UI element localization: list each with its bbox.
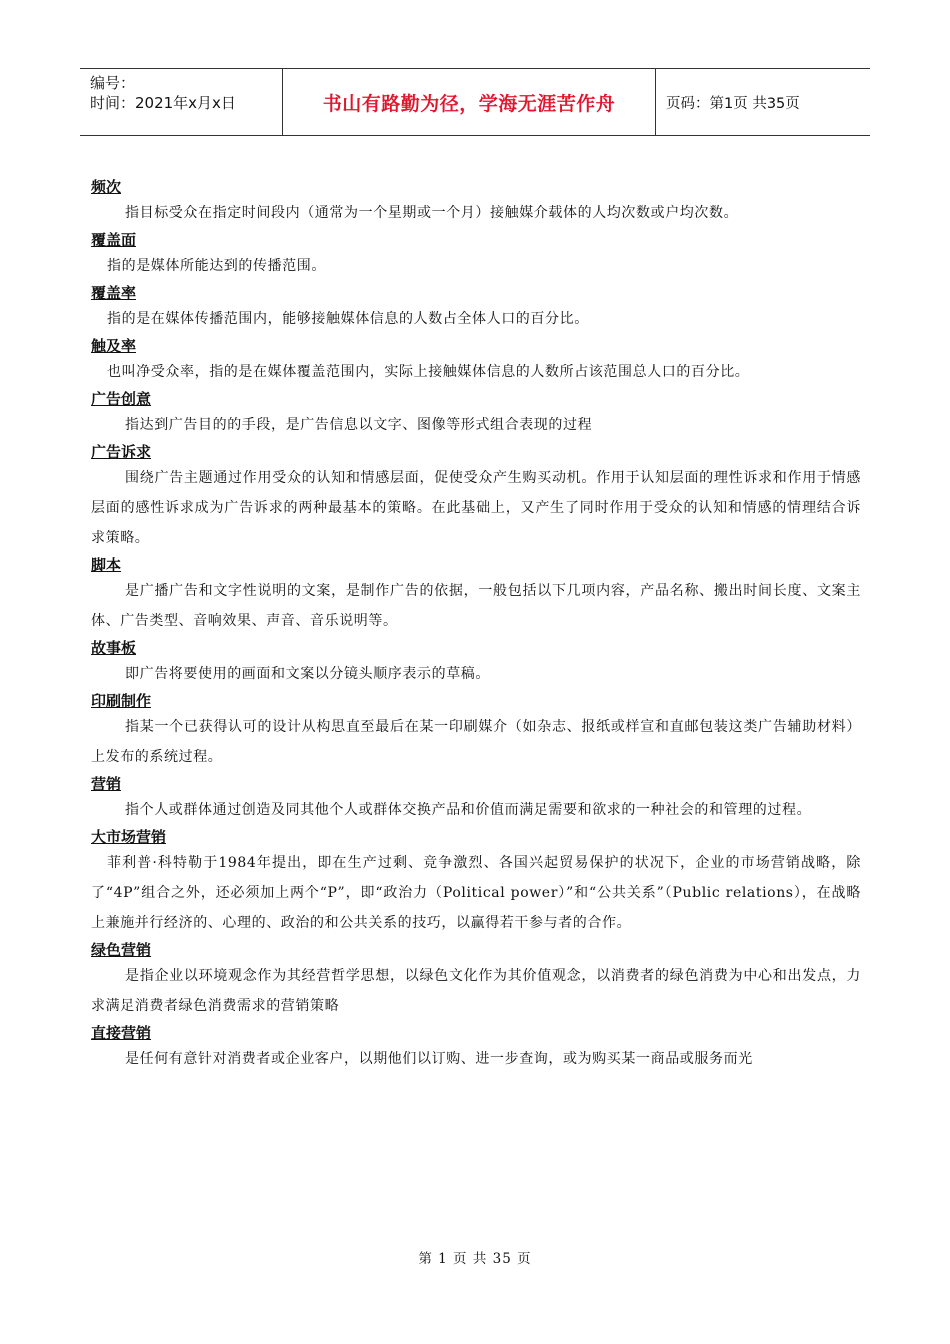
term-definition: 指的是媒体所能达到的传播范围。 — [107, 258, 326, 274]
glossary-entry — [91, 637, 861, 689]
glossary-entry — [91, 690, 861, 772]
term-definition: 指目标受众在指定时间段内（通常为一个星期或一个月）接触媒介载体的人均次数或户均次数。 — [125, 205, 739, 221]
time-label: 时间：2021年x月x日 — [90, 94, 236, 112]
page-footer: 第 1 页 共 35 页 — [418, 1251, 532, 1267]
term-heading: 频次 — [91, 178, 122, 196]
term-definition: 也叫净受众率，指的是在媒体覆盖范围内，实际上接触媒体信息的人数所占该范围总人口的百分比。 — [107, 364, 750, 380]
header-page-cell — [656, 69, 870, 135]
term-definition: 指的是在媒体传播范围内，能够接触媒体信息的人数占全体人口的百分比。 — [107, 311, 589, 327]
glossary-entry — [91, 282, 861, 334]
term-heading: 广告创意 — [91, 390, 152, 408]
term-definition: 是任何有意针对消费者或企业客户，以期他们以订购、进一步查询，或为购买某一商品或服务而光 — [125, 1051, 753, 1067]
term-heading: 触及率 — [91, 337, 137, 355]
term-heading: 绿色营销 — [91, 941, 152, 959]
glossary-entry — [91, 1022, 861, 1074]
glossary-entry — [91, 554, 861, 636]
glossary-entry — [91, 176, 861, 228]
term-definition: 围绕广告主题通过作用受众的认知和情感层面，促使受众产生购买动机。作用于认知层面的理性诉求和作用于情感层面的感性诉求成为广告诉求的两种最基本的策略。在此基础上，又产生了同时作用于受众的认知和情感的情理结合诉求策略。 — [91, 470, 861, 546]
term-heading: 广告诉求 — [91, 443, 152, 461]
term-heading: 脚本 — [91, 556, 122, 574]
glossary-entry — [91, 939, 861, 1021]
term-definition: 是广播广告和文字性说明的文案，是制作广告的依据，一般包括以下几项内容，产品名称、搬出时间长度、文案主体、广告类型、音响效果、声音、音乐说明等。 — [91, 583, 861, 629]
term-definition: 指某一个已获得认可的设计从构思直至最后在某一印刷媒介（如杂志、报纸或样宣和直邮包装这类广告辅助材料）上发布的系统过程。 — [91, 719, 861, 765]
glossary-entry — [91, 773, 861, 825]
header-table — [80, 68, 870, 136]
term-heading: 覆盖面 — [91, 231, 137, 249]
page-info: 页码：第1页 共35页 — [666, 95, 800, 112]
term-definition: 菲利普·科特勒于1984年提出，即在生产过剩、竞争激烈、各国兴起贸易保护的状况下，企业的市场营销战略，除了“4P”组合之外，还必须加上两个“P”，即“政治力（Political power）”和“公共关系”（Public relations），在战略上兼施并行经济的、心理的、政治的和公共关系的技巧，以赢得若干参与者的合作。 — [91, 855, 861, 931]
term-definition: 是指企业以环境观念作为其经营哲学思想，以绿色文化作为其价值观念，以消费者的绿色消费为中心和出发点，力求满足消费者绿色消费需求的营销策略 — [91, 968, 861, 1014]
term-definition: 即广告将要使用的画面和文案以分镜头顺序表示的草稿。 — [125, 666, 490, 682]
glossary-entry — [91, 388, 861, 440]
term-definition: 指个人或群体通过创造及同其他个人或群体交换产品和价值而满足需要和欲求的一种社会的和管理的过程。 — [125, 802, 812, 818]
motto-text: 书山有路勤为径，学海无涯苦作舟 — [322, 92, 616, 115]
term-heading: 大市场营销 — [91, 828, 167, 846]
term-heading: 故事板 — [91, 639, 137, 657]
number-label: 编号： — [90, 74, 136, 92]
glossary-entry — [91, 826, 861, 938]
term-heading: 覆盖率 — [91, 284, 137, 302]
term-heading: 营销 — [91, 775, 122, 793]
glossary-entry — [91, 229, 861, 281]
term-definition: 指达到广告目的的手段，是广告信息以文字、图像等形式组合表现的过程 — [125, 417, 593, 433]
glossary-entry — [91, 441, 861, 553]
header-motto-cell — [283, 69, 656, 135]
term-heading: 印刷制作 — [91, 692, 152, 710]
term-heading: 直接营销 — [91, 1024, 152, 1042]
header-left-cell — [80, 69, 283, 135]
glossary-entry — [91, 335, 861, 387]
glossary-content — [91, 176, 861, 1075]
